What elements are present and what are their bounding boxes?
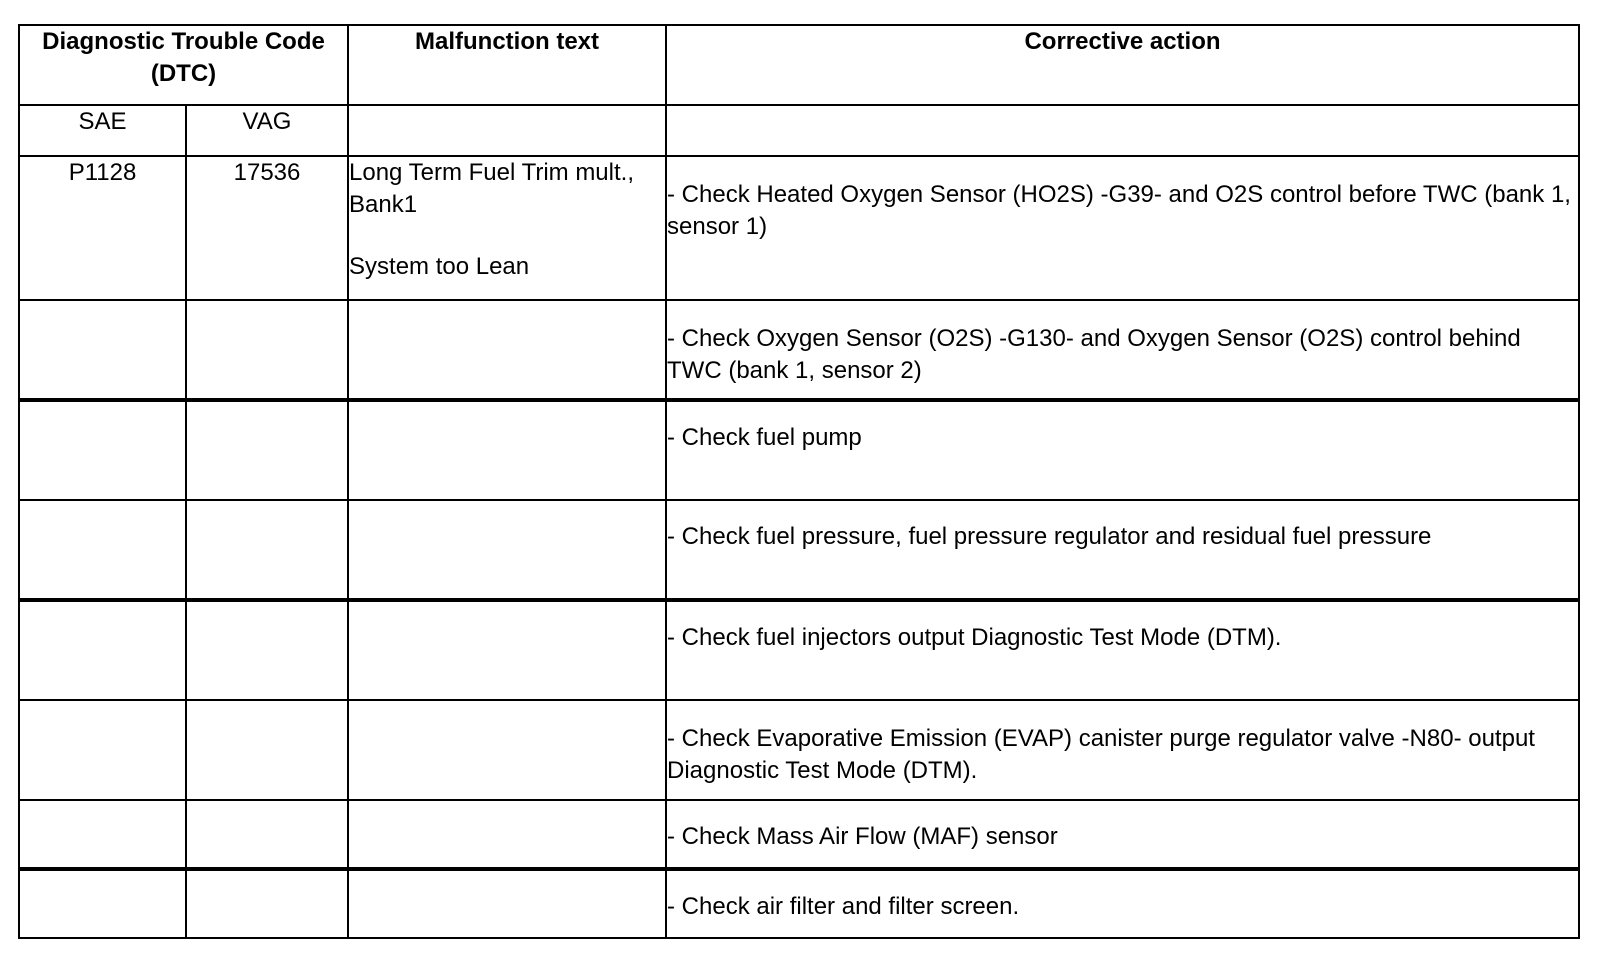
table-row [19,600,1579,700]
malfunction-subheader-cell [348,105,666,156]
corrective-action-text: - Check Heated Oxygen Sensor (HO2S) -G39- and O2S control before TWC (bank 1, sensor 1) [667,181,1571,240]
vag-code [186,300,348,400]
corrective-action [666,600,1579,700]
sae-header: SAE [19,105,186,156]
corrective-action-text: - Check Oxygen Sensor (O2S) -G130- and Oxygen Sensor (O2S) control behind TWC (bank 1, sensor 2) [667,325,1521,384]
malfunction-cell [348,300,666,400]
sae-code [19,869,186,938]
vag-code [186,400,348,500]
table-row [19,300,1579,400]
malfunction-text: Long Term Fuel Trim mult., Bank1 [349,159,634,218]
table-row [19,869,1579,938]
malfunction-cell [348,400,666,500]
table-row [19,400,1579,500]
corrective-action [666,869,1579,938]
corrective-action-text: - Check fuel pressure, fuel pressure regulator and residual fuel pressure [667,523,1432,550]
dtc-table [18,24,1580,939]
sae-code [19,800,186,869]
table-row [19,700,1579,800]
corrective-action [666,500,1579,600]
corrective-action [666,800,1579,869]
header-row [19,25,1579,105]
corrective-action [666,300,1579,400]
vag-code [186,500,348,600]
corrective-action [666,400,1579,500]
malfunction-cell [348,156,666,300]
table-row [19,156,1579,300]
corrective-action-text: - Check Evaporative Emission (EVAP) canister purge regulator valve -N80- output Diagnostic Test Mode (DTM). [667,725,1535,784]
sae-code [19,600,186,700]
sae-code [19,500,186,600]
malfunction-header: Malfunction text [348,25,666,105]
corrective-action-text: - Check fuel pump [667,424,862,451]
vag-code [186,800,348,869]
malfunction-cell [348,500,666,600]
table-row [19,800,1579,869]
vag-header: VAG [186,105,348,156]
corrective-header: Corrective action [666,25,1579,105]
corrective-action [666,156,1579,300]
dtc-header: Diagnostic Trouble Code (DTC) [19,25,348,105]
malfunction-cell [348,700,666,800]
malfunction-text-secondary: System too Lean [349,253,530,280]
sae-code: P1128 [19,156,186,300]
table-row [19,500,1579,600]
corrective-action-text: - Check fuel injectors output Diagnostic Test Mode (DTM). [667,624,1282,651]
malfunction-cell [348,800,666,869]
malfunction-cell [348,869,666,938]
corrective-action-text: - Check air filter and filter screen. [667,893,1020,920]
vag-code: 17536 [186,156,348,300]
sae-code [19,700,186,800]
corrective-action [666,700,1579,800]
corrective-action-text: - Check Mass Air Flow (MAF) sensor [667,823,1058,850]
subheader-row [19,105,1579,156]
corrective-subheader-cell [666,105,1579,156]
vag-code [186,869,348,938]
vag-code [186,700,348,800]
sae-code [19,400,186,500]
sae-code [19,300,186,400]
vag-code [186,600,348,700]
malfunction-cell [348,600,666,700]
